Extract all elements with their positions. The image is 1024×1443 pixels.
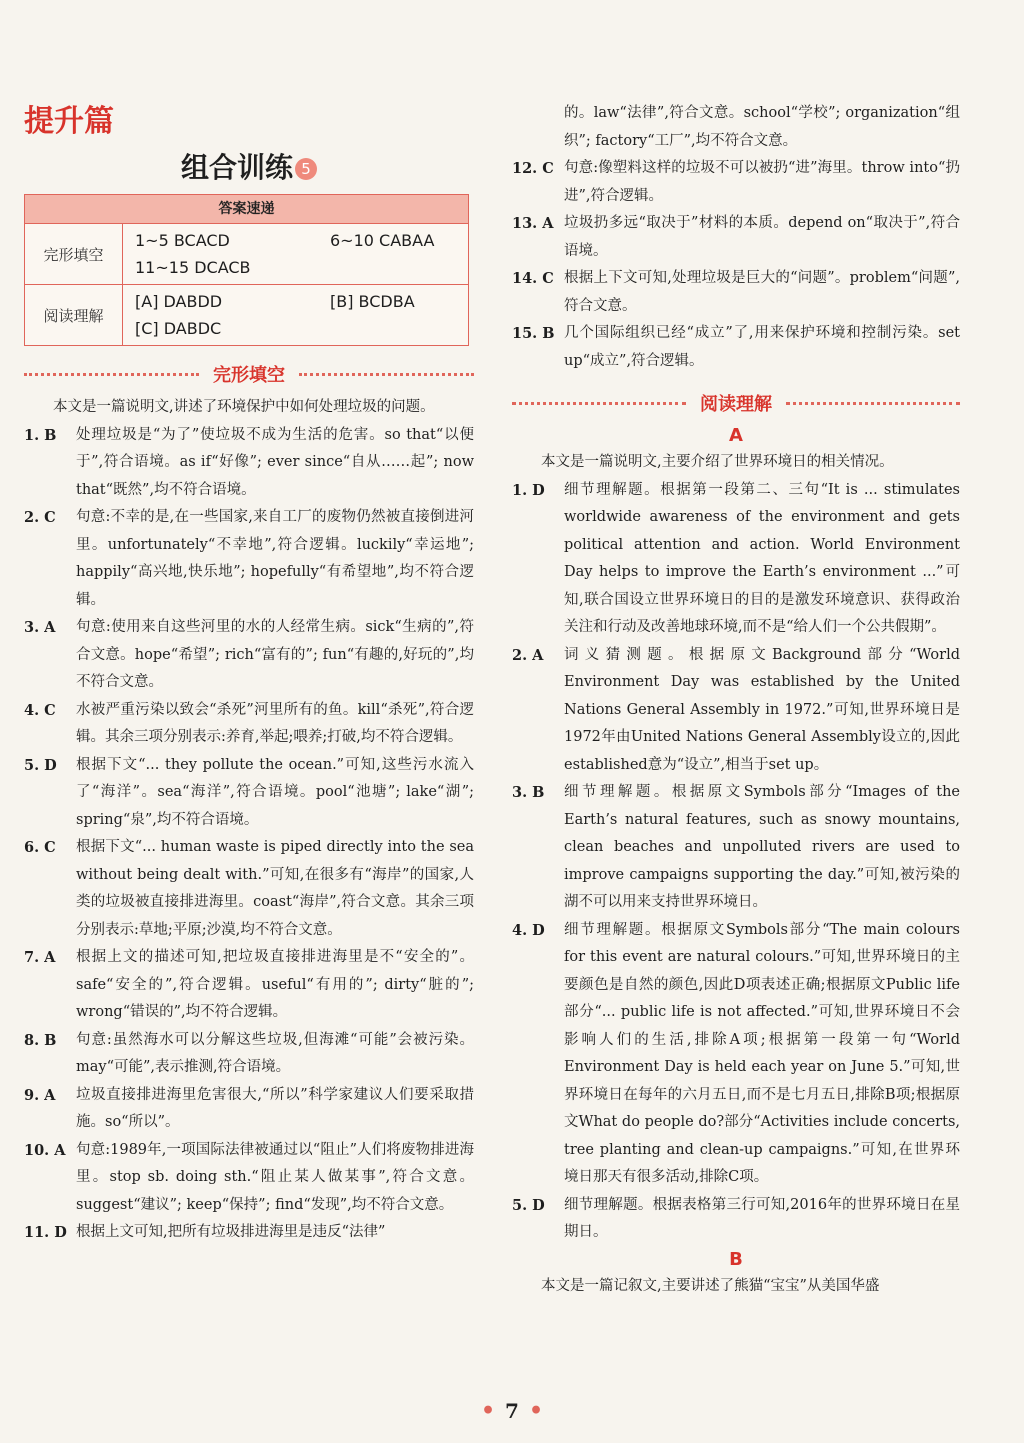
- section-title: 提升篇: [24, 104, 114, 139]
- item-text: 处理垃圾是“为了”使垃圾不成为生活的危害。so that“以便于”,符合语境。as if“好像”; ever since“自从……起”; now that“既然”,均不符合语境。: [76, 426, 474, 498]
- answer-row-label: 阅读理解: [25, 285, 123, 345]
- answer-value: [C] DABDC: [135, 319, 222, 338]
- item-text: 垃圾直接排进海里危害很大,“所以”科学家建议人们要采取措施。so“所以”。: [76, 1086, 474, 1130]
- explanation-item: [24, 1219, 474, 1247]
- explanation-item: [24, 752, 474, 835]
- item-number: 12. C: [512, 160, 554, 177]
- cloze-intro: 本文是一篇说明文,讲述了环境保护中如何处理垃圾的问题。: [53, 399, 435, 415]
- item-text: 水被严重污染以致会“杀死”河里所有的鱼。kill“杀死”,符合逻辑。其余三项分别表示:养育,举起;喂养;打破,均不符合逻辑。: [76, 701, 474, 745]
- item-number: 9. A: [24, 1086, 56, 1104]
- answer-row-values: [123, 285, 468, 345]
- item-number: 2. A: [512, 646, 544, 664]
- item-number: 7. A: [24, 949, 56, 966]
- answer-row-cloze: [25, 223, 468, 284]
- explanation-item: [24, 834, 474, 944]
- answer-value: 11~15 DCACB: [135, 258, 251, 277]
- item-text: 句意:不幸的是,在一些国家,来自工厂的废物仍然被直接倒进河里。unfortunately“不幸地”,符合逻辑。luckily“幸运地”; happily“高兴地,快乐地”; hopefully“有希望地”,均不符合逻辑。: [76, 509, 474, 608]
- answer-summary-head: 答案速递: [25, 195, 468, 223]
- explanation-item: [24, 697, 474, 752]
- item-number: 10. A: [24, 1141, 66, 1159]
- explanation-item: [512, 265, 960, 320]
- item-text: 句意:使用来自这些河里的水的人经常生病。sick“生病的”,符合文意。hope“希望”; rich“富有的”; fun“有趣的,好玩的”,均不符合文意。: [76, 619, 474, 690]
- item-number: 5. D: [512, 1196, 545, 1214]
- answer-row-label: 完形填空: [25, 224, 123, 284]
- answer-value: [A] DABDD: [135, 292, 223, 311]
- explanation-item: [512, 210, 960, 265]
- explanation-item: [24, 1137, 474, 1220]
- explanation-item: [24, 422, 474, 505]
- item-11-continuation: 的。law“法律”,符合文意。school“学校”; organization“组织”; factory“工厂”,均不符合文意。: [564, 105, 960, 149]
- explanation-item: [512, 477, 960, 642]
- item-text: 根据上文可知,把所有垃圾排进海里是违反“法律”: [76, 1224, 386, 1240]
- item-number: 3. B: [512, 784, 545, 801]
- passage-letter-b: B: [729, 1248, 743, 1270]
- item-number: 1. B: [24, 426, 57, 444]
- passage-a-intro: 本文是一篇说明文,主要介绍了世界环境日的相关情况。: [541, 454, 894, 470]
- explanation-item: [24, 1082, 474, 1137]
- item-number: 5. D: [24, 756, 57, 774]
- item-text: 细节理解题。根据第一段第二、三句“It is ... stimulates worldwide awareness of the environment and gets political attention and action. World Environment Day helps to improve the Earth’s environment ...”可知,联合国设立世界环境日的目的是激发环境意识、获得政治关注和行动及改善地球环境,而不是“给人们一个公共假期”。: [564, 481, 960, 635]
- answer-value: 6~10 CABAA: [330, 231, 435, 250]
- item-number: 4. D: [512, 921, 545, 939]
- explanation-item: [512, 320, 960, 375]
- explanation-item: [24, 1027, 474, 1082]
- page-number-dot: •: [528, 1398, 544, 1424]
- answer-value: 1~5 BCACD: [135, 231, 230, 250]
- item-number: 6. C: [24, 839, 56, 856]
- page-number-text: 7: [505, 1399, 519, 1423]
- explanation-item: [24, 504, 474, 614]
- cloze-section-divider: [24, 354, 474, 394]
- item-number: 11. D: [24, 1224, 67, 1241]
- item-number: 4. C: [24, 701, 56, 719]
- item-number: 3. A: [24, 619, 56, 636]
- item-text: 根据上文的描述可知,把垃圾直接排进海里是不“安全的”。safe“安全的”,符合逻辑。useful“有用的”; dirty“脏的”; wrong“错误的”,均不符合逻辑。: [76, 949, 474, 1020]
- item-text: 词义猜测题。根据原文Background部分“World Environment Day was established by the United Nations General Assembly in 1972.”可知,世界环境日是1972年由United Nations General Assembly设立的,因此established意为“设立”,相当于set up。: [564, 646, 960, 773]
- explanation-item: [512, 1192, 960, 1247]
- item-text: 句意:像塑料这样的垃圾不可以被扔“进”海里。throw into“扔进”,符合逻辑。: [564, 160, 960, 204]
- right-column: [512, 100, 960, 1300]
- page-number: [0, 1398, 1024, 1424]
- item-number: 2. C: [24, 509, 56, 526]
- explanation-item: [512, 642, 960, 780]
- item-text: 根据上下文可知,处理垃圾是巨大的“问题”。problem“问题”,符合文意。: [564, 270, 960, 314]
- explanation-item: [512, 917, 960, 1192]
- page-number-dot: •: [480, 1398, 496, 1424]
- exercise-title-text: 组合训练: [180, 151, 293, 184]
- exercise-title: [24, 148, 474, 192]
- item-text: 根据下文“... they pollute the ocean.”可知,这些污水流入了“海洋”。sea“海洋”,符合语境。pool“池塘”; lake“湖”; spring“泉”,均不符合语境。: [76, 756, 474, 828]
- item-number: 1. D: [512, 481, 545, 499]
- explanation-item: [24, 614, 474, 697]
- left-column: [24, 100, 474, 1247]
- item-text: 细节理解题。根据原文Symbols部分“The main colours for this event are natural colours.”可知,世界环境日的主要颜色是自然的颜色,因此D项表述正确;根据原文Public life部分“... public life is not affected.”可知,世界环境日不会影响人们的生活,排除A项;根据第一段第一句“World Environment Day is held each year on June 5.”可知,世界环境日在每年的六月五日,而不是七月五日,排除B项;根据原文What do people do?部分“Activities include concerts, tree planting and clean-up campaigns.”可知,在世界环境日那天有很多活动,排除C项。: [564, 921, 960, 1185]
- cloze-explanations: [24, 422, 474, 1247]
- item-text: 句意:虽然海水可以分解这些垃圾,但海滩“可能”会被污染。may“可能”,表示推测,符合语境。: [76, 1031, 474, 1075]
- answer-row-reading: [25, 284, 468, 345]
- explanation-item: [512, 155, 960, 210]
- item-number: 8. B: [24, 1031, 57, 1049]
- reading-section-divider: [512, 383, 960, 423]
- exercise-number-badge: 5: [295, 158, 317, 180]
- item-text: 垃圾扔多远“取决于”材料的本质。depend on“取决于”,符合语境。: [564, 215, 960, 259]
- answer-value: [B] BCDBA: [330, 292, 415, 311]
- answer-row-values: [123, 224, 468, 284]
- item-text: 几个国际组织已经“成立”了,用来保护环境和控制污染。set up“成立”,符合逻辑。: [564, 325, 960, 369]
- item-text: 根据下文“... human waste is piped directly into the sea without being dealt with.”可知,在很多有“海岸”的国家,人类的垃圾被直接排进海里。coast“海岸”,符合文意。其余三项分别表示:草地;平原;沙漠,均不符合文意。: [76, 839, 474, 938]
- explanation-item: [24, 944, 474, 1027]
- item-text: 细节理解题。根据表格第三行可知,2016年的世界环境日在星期日。: [564, 1196, 960, 1240]
- item-number: 14. C: [512, 270, 554, 287]
- item-number: 13. A: [512, 215, 554, 232]
- explanation-item: [512, 779, 960, 917]
- reading-heading: 阅读理解: [700, 394, 772, 415]
- item-text: 细节理解题。根据原文Symbols部分“Images of the Earth’s natural features, such as snowy mountains, clean beaches and unpolluted rivers are used to improve campaigns supporting the day.”可知,被污染的湖不可以用来支持世界环境日。: [564, 784, 960, 910]
- passage-b-intro: 本文是一篇记叙文,主要讲述了熊猫“宝宝”从美国华盛: [541, 1277, 880, 1294]
- item-text: 句意:1989年,一项国际法律被通过以“阻止”人们将废物排进海里。stop sb. doing sth.“阻止某人做某事”,符合文意。suggest“建议”; keep“保持”; find“发现”,均不符合文意。: [76, 1141, 474, 1213]
- passage-letter-a: A: [729, 425, 743, 446]
- cloze-heading: 完形填空: [213, 365, 285, 386]
- answer-summary-table: [24, 194, 469, 346]
- item-number: 15. B: [512, 325, 555, 342]
